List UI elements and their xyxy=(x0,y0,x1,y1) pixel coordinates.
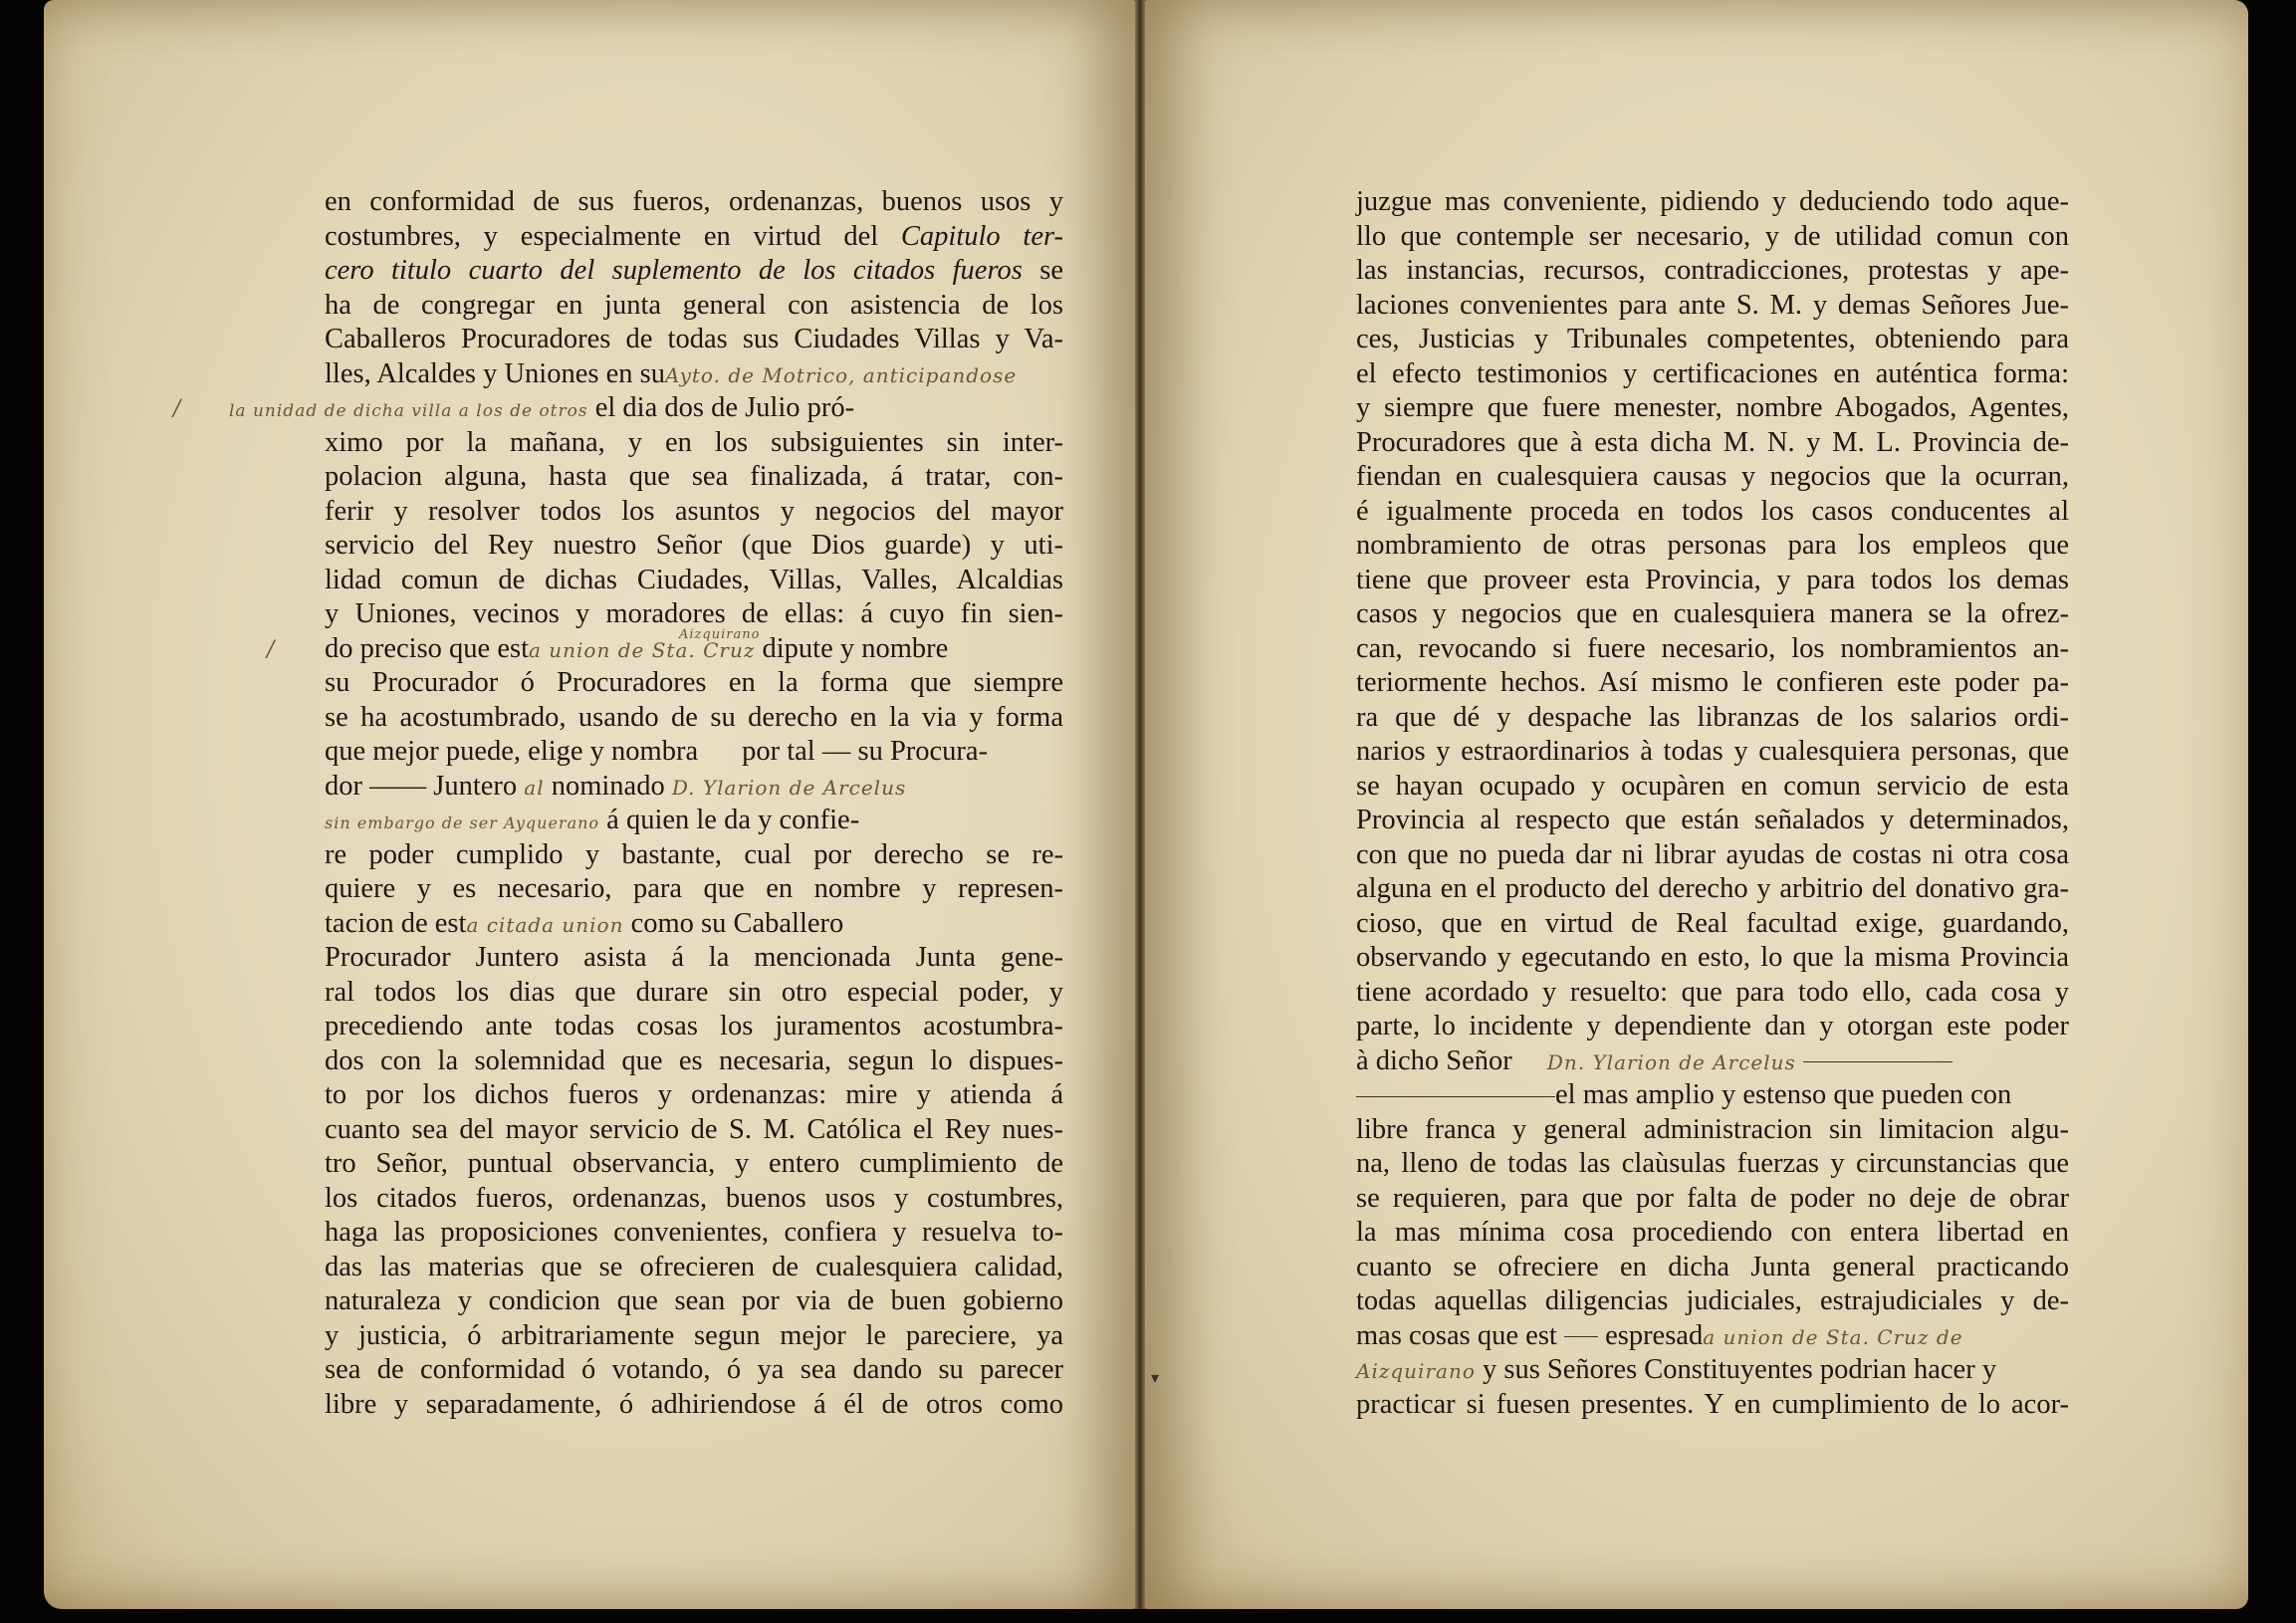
text-line xyxy=(325,626,1063,667)
printed-text: dor —— Juntero xyxy=(325,770,518,802)
text-line: to por los dichos fueros y ordenanzas: mire y atienda á xyxy=(325,1079,1063,1110)
text-line: con que no pueda dar ni librar ayudas de costas ni otra cosa xyxy=(1356,838,2069,870)
text-line: sea de conformidad ó votando, ó ya sea dando su parecer xyxy=(325,1354,1063,1385)
text-line: precediendo ante todas cosas los juramentos acostumbra- xyxy=(325,1011,1063,1042)
text-line: parte, lo incidente y dependiente dan y otorgan este poder xyxy=(1356,1011,2069,1042)
printed-text: á quien le da y confie- xyxy=(606,805,860,835)
text-line: tiene acordado y resuelto: que para todo ello, cada cosa y xyxy=(1356,976,2069,1008)
text-line xyxy=(325,735,1063,770)
text-line xyxy=(325,907,1063,942)
printed-text: por tal — su Procura- xyxy=(742,736,989,767)
text-line: se requieren, para que por falta de poder no deje de obrar xyxy=(1356,1182,2069,1214)
text-line: fiendan en cualesquiera causas y negocios que la ocurran, xyxy=(1356,461,2069,492)
text-line: cuanto sea del mayor servicio de S. M. Católica el Rey nues- xyxy=(325,1113,1063,1145)
text-line: lidad comun de dichas Ciudades, Villas, Valles, Alcaldias xyxy=(325,564,1063,595)
text-line: teriormente hechos. Así mismo le confieren este poder pa- xyxy=(1356,667,2069,698)
text-line: ximo por la mañana, y en los subsiguientes sin inter- xyxy=(325,426,1063,458)
left-page-text xyxy=(229,185,1064,1422)
printed-text: nominado xyxy=(551,770,665,802)
text-line: cero titulo cuarto del suplemento de los citados fueros se xyxy=(325,255,1063,286)
text-line: Procurador Juntero asista á la mencionada Junta gene- xyxy=(325,942,1063,973)
text-line: libre franca y general administracion sin limitacion algu- xyxy=(1356,1113,2069,1145)
text-line: servicio del Rey nuestro Señor (que Dios guarde) y uti- xyxy=(325,530,1063,561)
text-line: naturaleza y condicion que sean por via de buen gobierno xyxy=(325,1285,1063,1316)
text-line: Procuradores que à esta dicha M. N. y M. L. Provincia de- xyxy=(1356,426,2069,458)
printed-text: dipute y nombre xyxy=(762,632,949,664)
handwritten-name: Dn. Ylarion de Arcelus xyxy=(1546,1049,1796,1074)
text-line: costumbres, y especialmente en virtud del Capitulo ter- xyxy=(325,220,1064,252)
printed-text: el dia dos de Julio pró- xyxy=(594,392,855,423)
text-line xyxy=(1356,1078,2069,1113)
handwritten-insert: Aizquirano xyxy=(1356,1359,1476,1383)
text-line: Caballeros Procuradores de todas sus Ciudades Villas y Va- xyxy=(325,324,1063,354)
text-line xyxy=(1356,1044,2069,1079)
book-spread xyxy=(44,0,2250,1623)
right-page xyxy=(1145,0,2248,1609)
text-line: casos y negocios que en cualesquiera manera se la ofrez- xyxy=(1356,598,2069,629)
text-line: tro Señor, puntual observancia, y entero cumplimiento de xyxy=(325,1148,1063,1179)
text-line: se hayan ocupado y ocupàren en comun servicio de esta xyxy=(1356,770,2069,802)
text-line: su Procurador ó Procuradores en la forma que siempre xyxy=(325,667,1063,698)
text-line: y justicia, ó arbitrariamente segun mejor le pareciere, ya xyxy=(325,1319,1063,1351)
left-page xyxy=(44,0,1135,1609)
text-line: quiere y es necesario, para que en nombre y represen- xyxy=(325,873,1063,904)
printed-text: que mejor puede, elige y nombra xyxy=(325,736,699,767)
printed-text: y sus Señores Constituyentes podrian hacer y xyxy=(1483,1354,1997,1385)
text-line: é igualmente proceda en todos los casos conducentes al xyxy=(1356,495,2069,527)
margin-mark: / xyxy=(173,396,181,421)
text-line: Provincia al respecto que están señalados y determinados, xyxy=(1356,805,2069,835)
handwritten-name: D. Ylarion de Arcelus xyxy=(671,775,907,800)
text-line: ha de congregar en junta general con asistencia de los xyxy=(325,289,1063,321)
text-line: ferir y resolver todos los asuntos y negocios del mayor xyxy=(325,495,1063,527)
margin-mark: / xyxy=(267,637,275,662)
text-line xyxy=(229,391,1063,426)
text-line: das las materias que se ofrecieren de cualesquiera calidad, xyxy=(325,1251,1063,1282)
text-line: llo que contemple ser necesario, y de utilidad comun con xyxy=(1356,220,2069,252)
text-line xyxy=(325,357,1063,392)
printed-text: el mas amplio y estenso que pueden con xyxy=(1555,1079,2012,1110)
text-line: dos con la solemnidad que es necesaria, segun lo dispues- xyxy=(325,1044,1063,1076)
text-line: alguna en el producto del derecho y arbitrio del donativo gra- xyxy=(1356,873,2069,904)
text-line: tiene que proveer esta Provincia, y para todos los demas xyxy=(1356,564,2069,595)
text-line: can, revocando si fuere necesario, los nombramientos an- xyxy=(1356,632,2069,664)
text-line xyxy=(325,804,1063,838)
text-line: haga las proposiciones convenientes, confiera y resuelva to- xyxy=(325,1217,1063,1248)
printed-text: espresad xyxy=(1605,1319,1704,1351)
text-line: laciones convenientes para ante S. M. y demas Señores Jue- xyxy=(1356,289,2069,321)
text-line: se ha acostumbrado, usando de su derecho en la via y forma xyxy=(325,701,1063,733)
printed-text: mas cosas que est xyxy=(1356,1319,1557,1351)
text-line: y siempre que fuere menester, nombre Abogados, Agentes, xyxy=(1356,392,2069,423)
printed-text: do preciso que est xyxy=(325,632,529,664)
book-gutter xyxy=(1135,0,1145,1609)
text-line: observando y egecutando en esto, lo que la misma Provincia xyxy=(1356,942,2069,973)
handwritten-insert: Ayto. de Motrico, anticipandose xyxy=(664,362,1018,387)
text-line xyxy=(1356,1319,2069,1354)
text-line: cuanto se ofreciere en dicha Junta general practicando xyxy=(1356,1251,2069,1282)
text-line: narios y estraordinarios à todas y cualesquiera personas, que xyxy=(1356,736,2069,767)
handwritten-insert: sin embargo de ser Ayquerano xyxy=(325,813,600,832)
printed-text: à dicho Señor xyxy=(1356,1044,1512,1076)
text-line: los citados fueros, ordenanzas, buenos usos y costumbres, xyxy=(325,1182,1063,1214)
text-line: nombramiento de otras personas para los empleos que xyxy=(1356,530,2069,561)
text-line: cioso, que en virtud de Real facultad exige, guardando, xyxy=(1356,907,2069,939)
text-line: ra que dé y despache las libranzas de los salarios ordi- xyxy=(1356,701,2069,733)
text-line: el efecto testimonios y certificaciones en auténtica forma: xyxy=(1356,357,2069,389)
text-line: libre y separadamente, ó adhiriendose á él de otros como xyxy=(325,1388,1063,1420)
handwritten-insert: a citada union xyxy=(466,912,624,937)
text-line xyxy=(325,770,1063,805)
text-line: las instancias, recursos, contradicciones, protestas y ape- xyxy=(1356,255,2069,286)
text-line: todas aquellas diligencias judiciales, estrajudiciales y de- xyxy=(1356,1285,2069,1316)
text-line xyxy=(1356,1353,2069,1388)
handwritten-insert: a union de Sta. Cruz xyxy=(528,637,756,662)
printed-text: como su Caballero xyxy=(630,907,844,939)
right-page-text xyxy=(1356,185,2069,1422)
handwritten-insert-above: Aizquirano xyxy=(679,626,761,642)
text-line: re poder cumplido y bastante, cual por derecho se re- xyxy=(325,838,1063,870)
handwritten-insert: a union de Sta. Cruz de xyxy=(1703,1324,1963,1349)
printed-text: lles, Alcaldes y Uniones en su xyxy=(325,357,665,389)
text-line: en conformidad de sus fueros, ordenanzas, buenos usos y xyxy=(325,186,1063,217)
text-line: polacion alguna, hasta que sea finalizada, á tratar, con- xyxy=(325,461,1063,492)
text-line: y Uniones, vecinos y moradores de ellas: á cuyo fin sien- xyxy=(325,598,1063,629)
text-line: la mas mínima cosa procediendo con entera libertad en xyxy=(1356,1217,2069,1248)
text-line: ces, Justicias y Tribunales competentes, obteniendo para xyxy=(1356,324,2069,354)
handwritten-insert: al xyxy=(524,775,545,800)
text-line: na, lleno de todas las claùsulas fuerzas y circunstancias que xyxy=(1356,1148,2069,1179)
fold-mark: ▾ xyxy=(1151,1368,1160,1387)
handwritten-insert: la unidad de dicha villa a los de otros xyxy=(229,401,588,421)
text-line: practicar si fuesen presentes. Y en cumplimiento de lo acor- xyxy=(1356,1388,2069,1420)
text-line: ral todos los dias que durare sin otro especial poder, y xyxy=(325,976,1063,1008)
text-line: juzgue mas conveniente, pidiendo y deduciendo todo aque- xyxy=(1356,186,2069,217)
printed-text: tacion de est xyxy=(325,907,467,939)
